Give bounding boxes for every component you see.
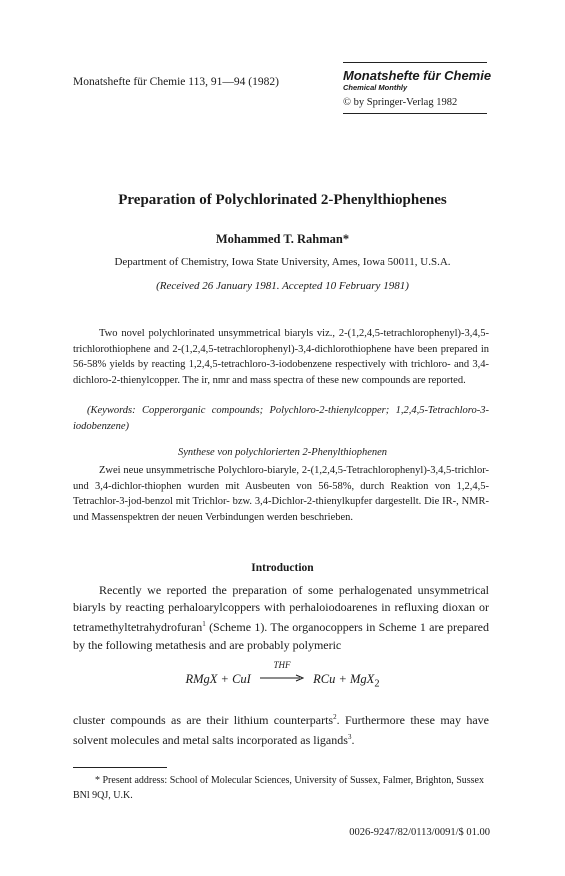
author-affiliation: Department of Chemistry, Iowa State University, Ames, Iowa 50011, U.S.A.	[114, 256, 451, 268]
received-dates: (Received 26 January 1981. Accepted 10 February 1981)	[156, 280, 409, 292]
journal-citation: Monatshefte für Chemie 113, 91—94 (1982)	[73, 76, 279, 88]
abstract-text: Two novel polychlorinated unsymmetrical biaryls viz., 2-(1,2,4,5-tetrachlorophenyl)-3,4,5-trichlorothiophene and 2-(1,2,4,5-tetrachlorophenyl)-3,4-dichlorothiophene have been prepared in 56-58% yields by reacting 1,2,4,5-tetrachloro-3-iodobenzene respectively with trichloro- and 3,4-dichloro-2-thienylcopper. The ir, nmr and mass spectra of these new compounds are reported.	[73, 328, 489, 386]
keywords	[73, 403, 489, 434]
intro-text-1-tail: (Scheme 1). The organocoppers in Scheme 1 are prepared by the following metathesis and are probably polymeric	[73, 620, 490, 652]
intro-text-2-mid: . Furthermore these may have solvent molecules and metal salts incorporated as ligands	[73, 713, 490, 748]
introduction-paragraph-2	[73, 709, 489, 749]
equation-subscript: 2	[374, 678, 380, 690]
footnote-text: * Present address: School of Molecular Sciences, University of Sussex, Falmer, Brighton, Sussex BNl 9QJ, U.K.	[73, 775, 484, 801]
equation-right: RCu + MgX	[313, 672, 375, 686]
reference-1[interactable]: 1	[202, 620, 206, 629]
intro-text-1: Recently we reported the preparation of some perhalogenated unsymmetrical biaryls by reacting perhaloarylcoppers with perhaloiodoarenes in refluxing dioxan or tetramethyltetrahydrofuran	[73, 583, 489, 635]
author-name: Mohammed T. Rahman*	[215, 232, 350, 246]
copyright-line: © by Springer-Verlag 1982	[343, 97, 458, 108]
introduction-paragraph-1	[73, 582, 489, 654]
german-abstract-text: Zwei neue unsymmetrische Polychloro-biaryle, 2-(1,2,4,5-Tetrachlorophenyl)-3,4,5-trichlor- und 3,4-dichlor-thiophen wurden mit Ausbeuten von 56-58%, durch Reaktion von 1,2,4,5-Tetrachlor-3-jod-benzol mit Trichlor- bzw. 3,4-Dichlor-2-thienylkupfer dargestellt. Die IR-, NMR- und Massenspektren der neuen Verbindungen werden beschrieben.	[73, 465, 489, 523]
article-title: Preparation of Polychlorinated 2-Phenylthiophenes	[118, 192, 447, 208]
equation-left: RMgX + CuI	[185, 672, 251, 686]
arrow-icon	[260, 673, 304, 683]
german-abstract-title: Synthese von polychlorierten 2-Phenylthiophenen	[177, 447, 388, 458]
intro-text-2-end: .	[351, 733, 355, 748]
reference-3[interactable]: 3	[347, 733, 352, 742]
keywords-text: (Keywords: Copperorganic compounds; Polychloro-2-thienylcopper; 1,2,4,5-Tetrachloro-3-iodobenzene)	[73, 405, 489, 432]
footnote	[73, 773, 489, 803]
section-heading-introduction: Introduction	[251, 562, 314, 574]
masthead-title: Monatshefte für Chemie	[343, 68, 492, 83]
masthead-rule-bottom	[343, 113, 487, 114]
german-abstract	[73, 463, 489, 525]
abstract	[73, 326, 489, 388]
article-code: 0026-9247/82/0113/0091/$ 01.00	[349, 827, 490, 838]
journal-masthead	[343, 68, 493, 110]
intro-text-2: cluster compounds as are their lithium counterparts	[73, 713, 334, 727]
equation-solvent: THF	[273, 660, 291, 670]
footnote-rule	[73, 767, 167, 768]
masthead-subtitle: Chemical Monthly	[343, 83, 408, 92]
metathesis-equation	[0, 660, 565, 690]
reaction-arrow	[260, 660, 304, 687]
masthead-rule-top	[343, 62, 487, 63]
reference-2[interactable]: 2	[333, 713, 337, 721]
